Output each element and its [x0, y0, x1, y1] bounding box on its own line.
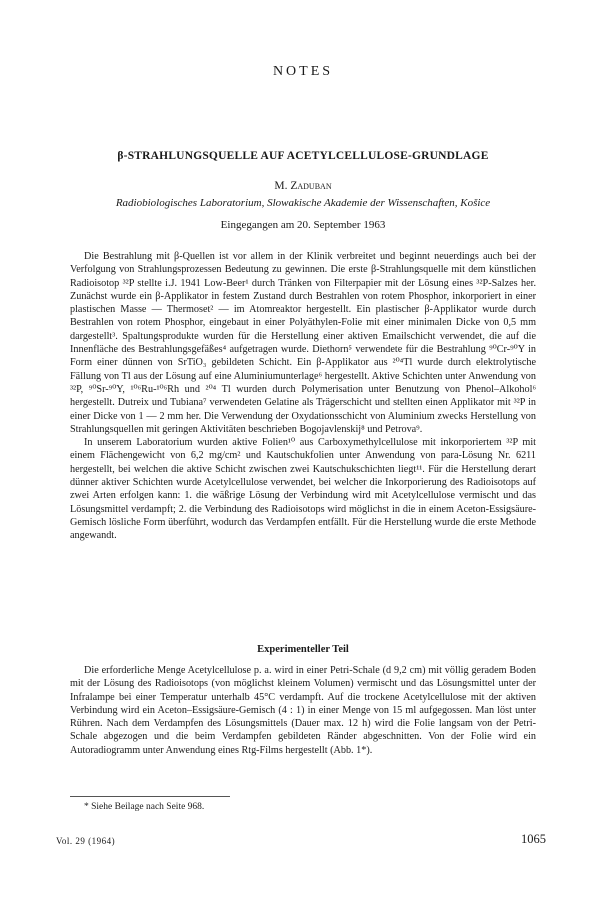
- author-affiliation: Radiobiologisches Laboratorium, Slowakische Akademie der Wissenschaften, Košice: [115, 197, 491, 209]
- article-title: β-STRAHLUNGSQUELLE AUF ACETYLCELLULOSE-GRUNDLAGE: [117, 150, 489, 162]
- article-author: M. Zaduban: [274, 180, 332, 192]
- received-date: Eingegangen am 20. September 1963: [220, 219, 386, 231]
- footnote-divider: [70, 796, 230, 797]
- paragraph-introduction: Die Bestrahlung mit β-Quellen ist vor allem in der Klinik verbreitet und beginnt neuerdings auch bei der Verfolgung von Strahlungsprozessen Bedeutung zu gewinnen. Die erste β-Strahlungsquelle mit dem künstlichen Radioisotop ³²P stellte i.J. 1941 Low-Beer¹ durch Tränken von Filterpapier mit der Lösung eines ³²P-Salzes her. Zunächst wurde ein β-Applikator in festem Zustand durch Bestrahlen von rotem Phosphor, inkorporiert in einer plastischen Masse — Thermoset² — im Atomreaktor hergestellt. Ein plastischer β-Applikator wurde durch Bestrahlen von rotem Phosphor, eingebaut in einer Polyäthylen-Folie mit einer minimalen Dicke von 0,5 mm dargestellt³. Spaltungsprodukte wurden für die Herstellung einer aktiven Emailschicht verwendet, die auf die Innenfläche des Bestrahlungsgefäßes⁴ aufgetragen wurde. Diethorn⁵ verwendete für die Bestrahlung ⁹⁰Cr-⁹⁰Y in Form einer dünnen von SrTiO₃ gebildeten Schicht. Ein β-Applikator aus ²⁰⁴Tl wurde durch elektrolytische Fällung von Tl aus der Lösung auf eine Aluminiumunterlage⁶ hergestellt. Aktive Schichten unter Anwendung von ³²P, ⁹⁰Sr-⁹⁰Y, ¹⁰⁶Ru-¹⁰⁶Rh und ²⁰⁴ Tl wurden durch Polymerisation unter Benutzung von Phenol–Alkohol⁶ hergestellt. Dutreix und Tubiana⁷ verwendeten Gelatine als Trägerschicht und stellten einen Applikator mit ³²P in einer Dicke von 1 — 2 mm her. Die Verwendung der Oxydationsschicht von Aluminium zwecks Herstellung von Strahlungsquellen mit geringen Aktivitäten beschrieben Bogojavlenskij⁸ und Petrova⁹.: [70, 251, 536, 435]
- paragraph-experimental: Die erforderliche Menge Acetylcellulose p. a. wird in einer Petri-Schale (d 9,2 cm) mit völlig geradem Boden mit der Lösung des Radioisotops (von möglichst kleinem Volumen) vermischt und das Lösungsmittel unter der Infralampe bei einer Temperatur unterhalb 45°C verdampft. Auf die trockene Acetylcellulose mit der aktiven Verbindung wird ein Aceton–Essigsäure-Gemisch (4 : 1) in einer Menge von 15 ml aufgegossen. Man löst unter Rühren. Nach dem Verdampfen des Lösungsmittels (Dauer max. 12 h) wird die Folie langsam von der Petri-Schale abgezogen und die beim Verdampfen gebildeten Ränder abgeschnitten. Von der Folie wird ein Autoradiogramm unter Anwendung eines Rtg-Films hergestellt (Abb. 1*).: [70, 665, 536, 756]
- experimental-body: [70, 664, 536, 757]
- footnote: * Siehe Beilage nach Seite 968.: [84, 802, 205, 812]
- volume-info: Vol. 29 (1964): [56, 836, 116, 846]
- section-heading: NOTES: [272, 64, 334, 79]
- article-body: [70, 250, 536, 543]
- paragraph-laboratory: In unserem Laboratorium wurden aktive Folien¹⁰ aus Carboxymethylcellulose mit inkorporiertem ³²P mit einem Flächengewicht von 6,2 mg/cm² und Kautschukfolien unter Anwendung von para-Lösung Nr. 6211 hergestellt, bei welchen die aktive Schicht zwischen zwei Kautschukschichten liegt¹¹. Für die Herstellung derart dünner aktiver Schichten wurde Acetylcellulose verwendet, bei welcher die Inkorporierung des Radioisotops auf zwei Arten erfolgen kann: 1. die wäßrige Lösung der Verbindung wird mit Acetylcellulose vermischt und das Lösungsmittel verdampft; 2. die Verbindung des Radioisotops wird möglichst in die in einem Aceton-Essigsäure-Gemisch lösliche Form überführt, wodurch das Verdampfen entfällt. Für die Herstellung wurde die erste Methode angewandt.: [70, 437, 536, 542]
- page-number: 1065: [521, 832, 546, 846]
- subsection-heading: Experimenteller Teil: [257, 644, 349, 655]
